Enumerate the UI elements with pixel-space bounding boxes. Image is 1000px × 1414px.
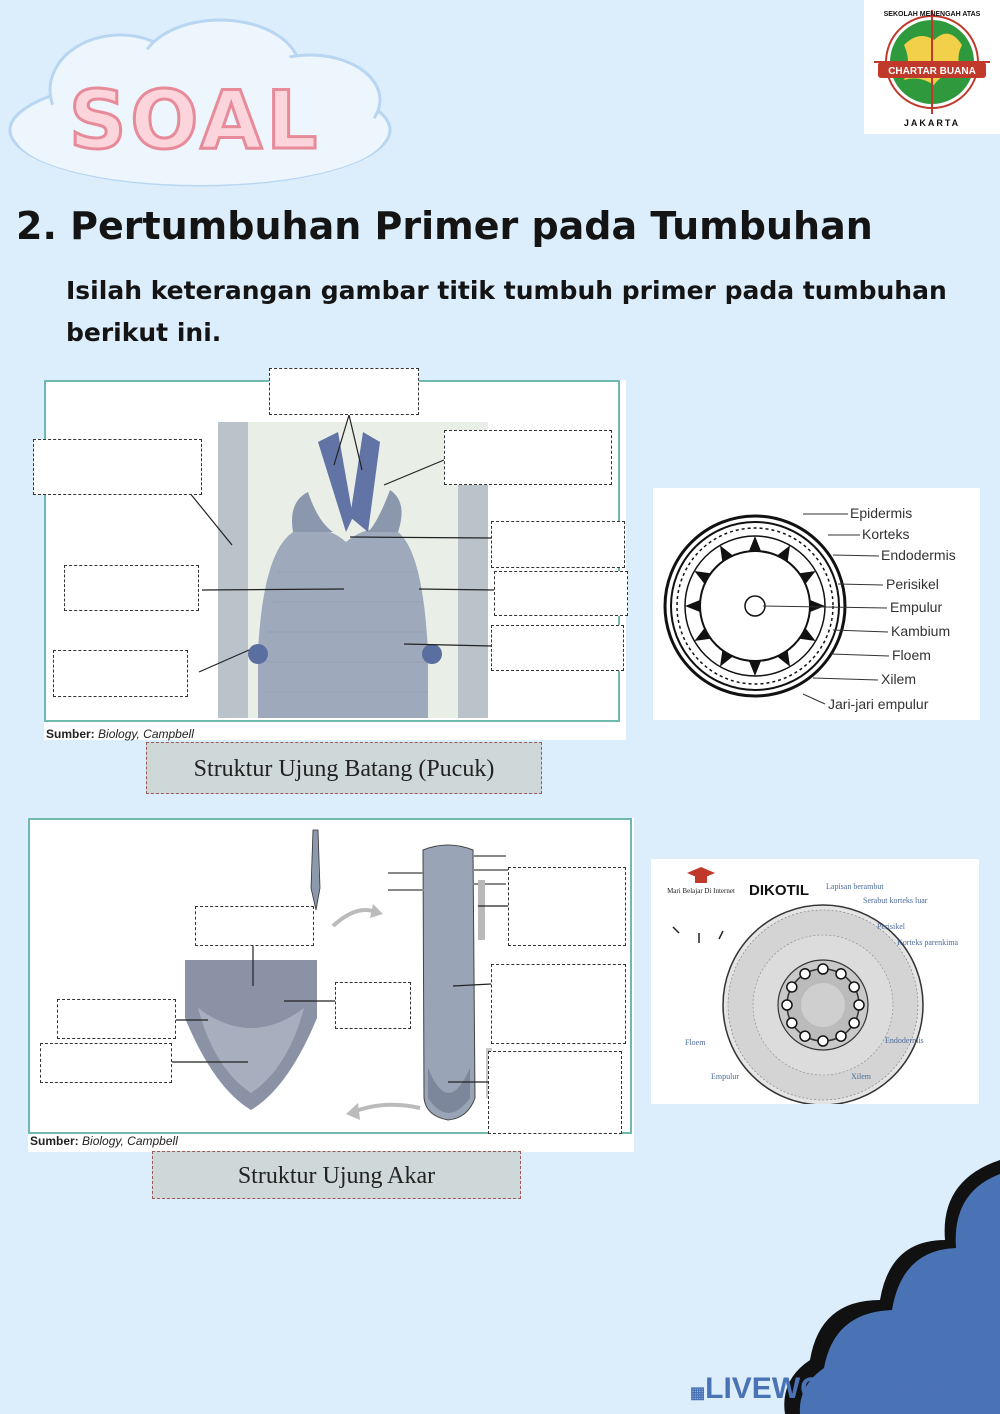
- root-side-text: Mari Belajar Di Internet: [667, 887, 735, 895]
- soal-cloud: [0, 10, 400, 200]
- root-answer-blank-6[interactable]: [40, 1043, 172, 1083]
- liveworksheets-brand: [690, 1372, 987, 1406]
- shoot-caption: Struktur Ujung Batang (Pucuk): [146, 742, 542, 794]
- stem-label-5: Kambium: [891, 623, 951, 639]
- shoot-answer-blank-1[interactable]: [269, 368, 419, 415]
- soal-label: SOAL: [68, 74, 322, 167]
- brand-prefix: LIVE: [705, 1372, 772, 1405]
- shoot-answer-blank-8[interactable]: [53, 650, 188, 697]
- stem-label-8: Jari-jari empulur: [828, 696, 929, 712]
- root-label-1: Serabut korteks luar: [863, 896, 928, 905]
- page-title: 2. Pertumbuhan Primer pada Tumbuhan: [16, 204, 873, 248]
- stem-label-7: Xilem: [881, 671, 917, 687]
- root-label-2: Perisikel: [877, 922, 905, 931]
- shoot-answer-blank-3[interactable]: [33, 439, 202, 495]
- shoot-source: [46, 727, 194, 741]
- root-heading: DIKOTIL: [749, 882, 809, 899]
- root-answer-blank-2[interactable]: [508, 867, 626, 946]
- liveworksheets-logo-icon: ▦: [690, 1385, 706, 1402]
- stem-label-4: Empulur: [890, 599, 943, 615]
- shoot-answer-blank-5[interactable]: [64, 565, 199, 611]
- root-label-6: Empulur: [711, 1072, 739, 1081]
- logo-banner-text: CHARTAR BUANA: [888, 66, 976, 77]
- stem-label-3: Perisikel: [886, 576, 939, 592]
- root-label-5: Xilem: [851, 1072, 871, 1081]
- instruction-text: Isilah keterangan gambar titik tumbuh primer pada tumbuhan berikut ini.: [66, 276, 947, 347]
- root-caption: Struktur Ujung Akar: [152, 1151, 521, 1199]
- stem-label-1: Korteks: [862, 526, 910, 542]
- logo-bottom-text: JAKARTA: [903, 118, 961, 128]
- stem-label-0: Epidermis: [850, 505, 913, 521]
- brand-suffix: WORKSHEETS: [771, 1372, 987, 1405]
- root-label-3: Korteks parenkima: [897, 938, 959, 947]
- stem-cross-section-figure: [653, 488, 980, 720]
- root-source-ref: Biology, Campbell: [82, 1134, 178, 1148]
- root-accent-lines: [673, 927, 723, 943]
- logo-top-text: SEKOLAH MENENGAH ATAS: [883, 11, 981, 18]
- root-source: [30, 1134, 178, 1148]
- shoot-source-ref: Biology, Campbell: [98, 727, 194, 741]
- stem-label-6: Floem: [892, 647, 931, 663]
- root-answer-blank-1[interactable]: [195, 906, 314, 946]
- root-answer-blank-3[interactable]: [491, 964, 626, 1044]
- root-label-0: Lapisan berambut: [826, 882, 884, 891]
- school-logo: [864, 0, 1000, 134]
- stem-label-2: Endodermis: [881, 547, 956, 563]
- root-cross-section-figure: [651, 859, 979, 1104]
- shoot-source-label: Sumber:: [46, 727, 95, 741]
- root-answer-blank-7[interactable]: [488, 1051, 622, 1134]
- shoot-answer-blank-7[interactable]: [491, 625, 624, 671]
- shoot-answer-blank-4[interactable]: [491, 521, 625, 568]
- shoot-answer-blank-2[interactable]: [444, 430, 612, 485]
- root-answer-blank-4[interactable]: [335, 982, 411, 1029]
- root-source-label: Sumber:: [30, 1134, 79, 1148]
- shoot-answer-blank-6[interactable]: [494, 571, 628, 616]
- root-label-7: Floem: [685, 1038, 706, 1047]
- graduation-cap-icon: [687, 867, 715, 883]
- root-label-4: Endodermis: [885, 1036, 924, 1045]
- root-answer-blank-5[interactable]: [57, 999, 176, 1039]
